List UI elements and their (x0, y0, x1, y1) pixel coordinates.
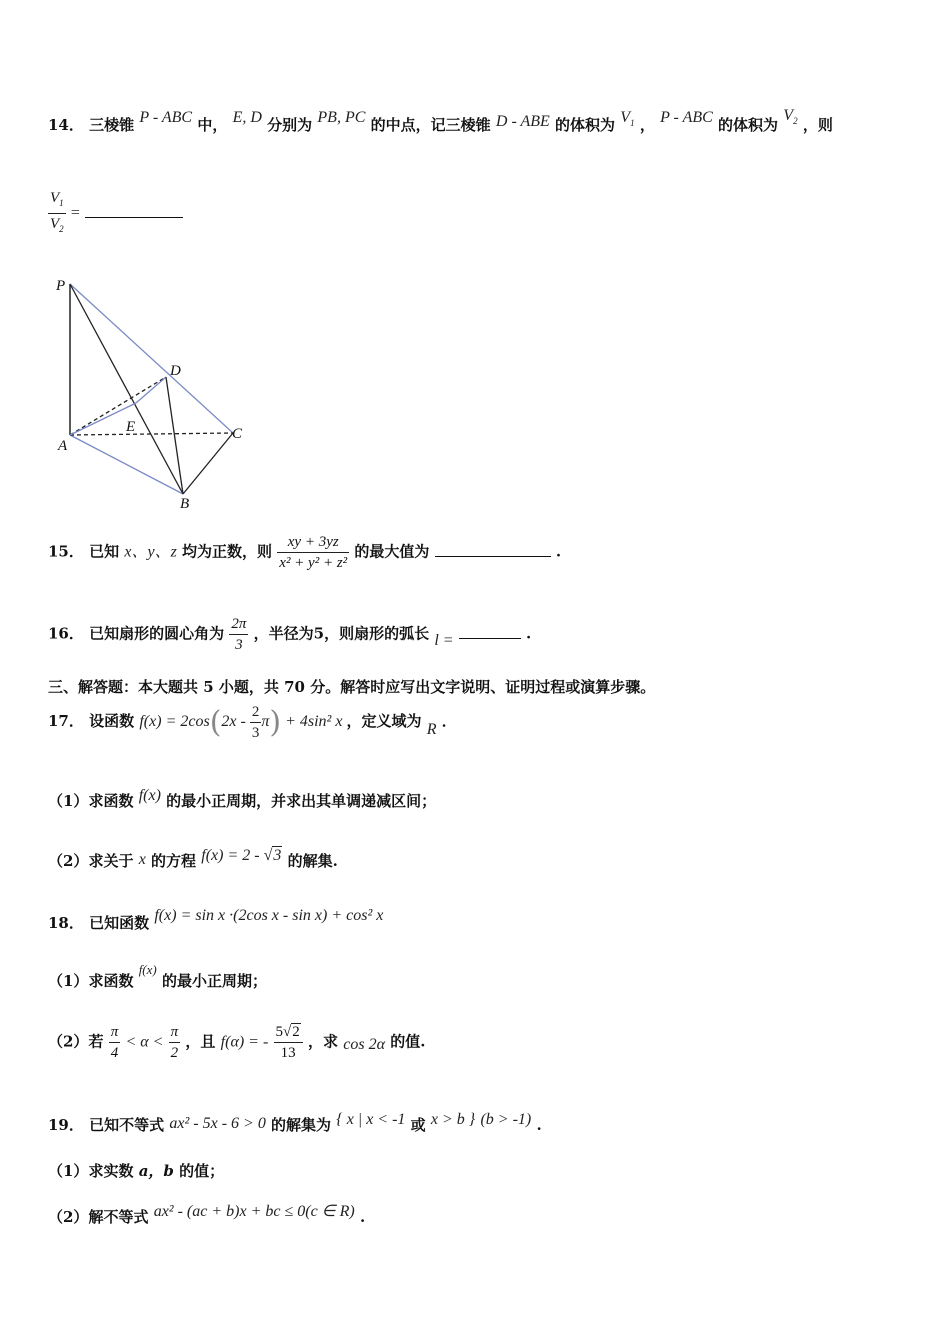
q15-number: 15． (48, 542, 84, 561)
math-v1: $V_1$ (620, 109, 635, 129)
fraction-15: $\frac{xy + 3yz}{\text{x² + y² + z²}}$ (279, 534, 348, 571)
math-l: l = (434, 631, 454, 649)
fraction-5sqrt2-13: $\frac{5√2}{13}$ (274, 1022, 303, 1063)
q19-part2: （2）解不等式 ax² - (ac + b)x + bc ≤ 0(c ∈ R) . (48, 1203, 366, 1226)
math-p-abc-2: P - ABC (660, 109, 713, 126)
math-fx-18: f(x) (138, 962, 157, 977)
math-eq17: f(x) = 2 - √3 (201, 847, 282, 864)
label-p: P (56, 278, 66, 294)
q18-part2: （2）若 $\frac{\pi}{4}$ < α < $\frac{\pi}{2}$ ，且 f(α) = - $\frac{5√2}{13}$ ，求 cos 2α 的值. (48, 1024, 426, 1061)
label-d: D (170, 363, 181, 379)
math-set-a: { x | x < -1 (336, 1111, 406, 1128)
q14-number: 14． (48, 116, 84, 134)
math-p-abc: P - ABC (139, 109, 193, 126)
q19-part1: （1）求实数 a，b 的值； (48, 1162, 225, 1180)
q14-answer-line: $\frac{V_1}{V_2}$ = (48, 188, 183, 239)
pyramid-figure (50, 262, 260, 512)
math-f-alpha: f(α) = - (220, 1033, 269, 1051)
math-f17: f(x) = 2cos(2x - $\frac{2}{3}$ π) + 4sin² x (139, 704, 343, 741)
q14-line: 14． 三棱锥 P - ABC 中， E, D 分别为 PB, PC 的中点，记三棱锥 D - ABE 的体积为 $V_1$ ， P - ABC 的体积为 $V_2$ ，则 (48, 107, 833, 134)
q18-number: 18． (48, 914, 84, 932)
q17-number: 17． (48, 712, 84, 731)
math-ineq19-2: ax² - (ac + b)x + bc ≤ 0(c ∈ R) (153, 1203, 355, 1220)
fraction-2pi-3: $\frac{2\pi}{3}$ (231, 616, 247, 653)
q18-line: 18． 已知函数 f(x) = sin x ·(2cos x - sin x) + cos² x (48, 907, 384, 932)
math-d-abe: D - ABE (495, 113, 550, 130)
math-ab: a，b (138, 1162, 174, 1180)
q19-number: 19． (48, 1116, 84, 1134)
math-r: R (426, 721, 437, 739)
q16-line: 16． 已知扇形的圆心角为 $\frac{2\pi}{3}$ ，半径为5，则扇形的弧长 l = . (48, 616, 532, 653)
math-f18: f(x) = sin x ·(2cos x - sin x) + cos² x (154, 907, 384, 924)
q17-line: 17． 设函数 f(x) = 2cos(2x - $\frac{2}{3}$ π) + 4sin² x ，定义域为 R ． (48, 704, 457, 741)
fraction-pi-4: $\frac{\pi}{4}$ (110, 1024, 119, 1061)
q15-line: 15． 已知 x、y、z 均为正数，则 $\frac{xy + 3yz}{\text{x² + y² + z²}}$ 的最大值为 . (48, 534, 562, 571)
math-set-b: x > b } (430, 1111, 476, 1128)
math-v2: $V_2$ (783, 107, 798, 127)
section-3-heading: 三、解答题：本大题共 5 小题，共 70 分。解答时应写出文字说明、证明过程或演算步骤。 (48, 678, 656, 696)
fraction-v1-v2: $\frac{V_1}{V_2}$ (50, 190, 64, 234)
q19-line: 19． 已知不等式 ax² - 5x - 6 > 0 的解集为 { x | x < -1 或 x > b } (b > -1) . (48, 1111, 542, 1134)
label-b: B (180, 496, 190, 512)
math-pb-pc: PB, PC (317, 109, 366, 126)
answer-blank-16[interactable] (459, 638, 521, 639)
math-cond: (b > -1) (480, 1111, 532, 1128)
math-cos2a: cos 2α (343, 1035, 385, 1053)
math-x: x (138, 851, 146, 868)
label-c: C (232, 426, 243, 442)
q18-part1: （1）求函数 f(x) 的最小正周期； (48, 962, 267, 990)
math-xyz: x、y、z (124, 543, 177, 561)
math-fx: f(x) (138, 787, 161, 804)
q17-part1: （1）求函数 f(x) 的最小正周期，并求出其单调递减区间； (48, 787, 437, 810)
fraction-pi-2: $\frac{\pi}{2}$ (170, 1024, 179, 1061)
label-a: A (58, 438, 68, 454)
label-e: E (126, 419, 136, 435)
answer-blank-14[interactable] (85, 217, 183, 218)
math-e-d: E, D (232, 109, 262, 126)
q16-number: 16． (48, 624, 84, 643)
math-ineq19: ax² - 5x - 6 > 0 (169, 1115, 266, 1132)
q17-part2: （2）求关于 x 的方程 f(x) = 2 - √3 的解集. (48, 847, 338, 870)
answer-blank-15[interactable] (435, 556, 551, 557)
